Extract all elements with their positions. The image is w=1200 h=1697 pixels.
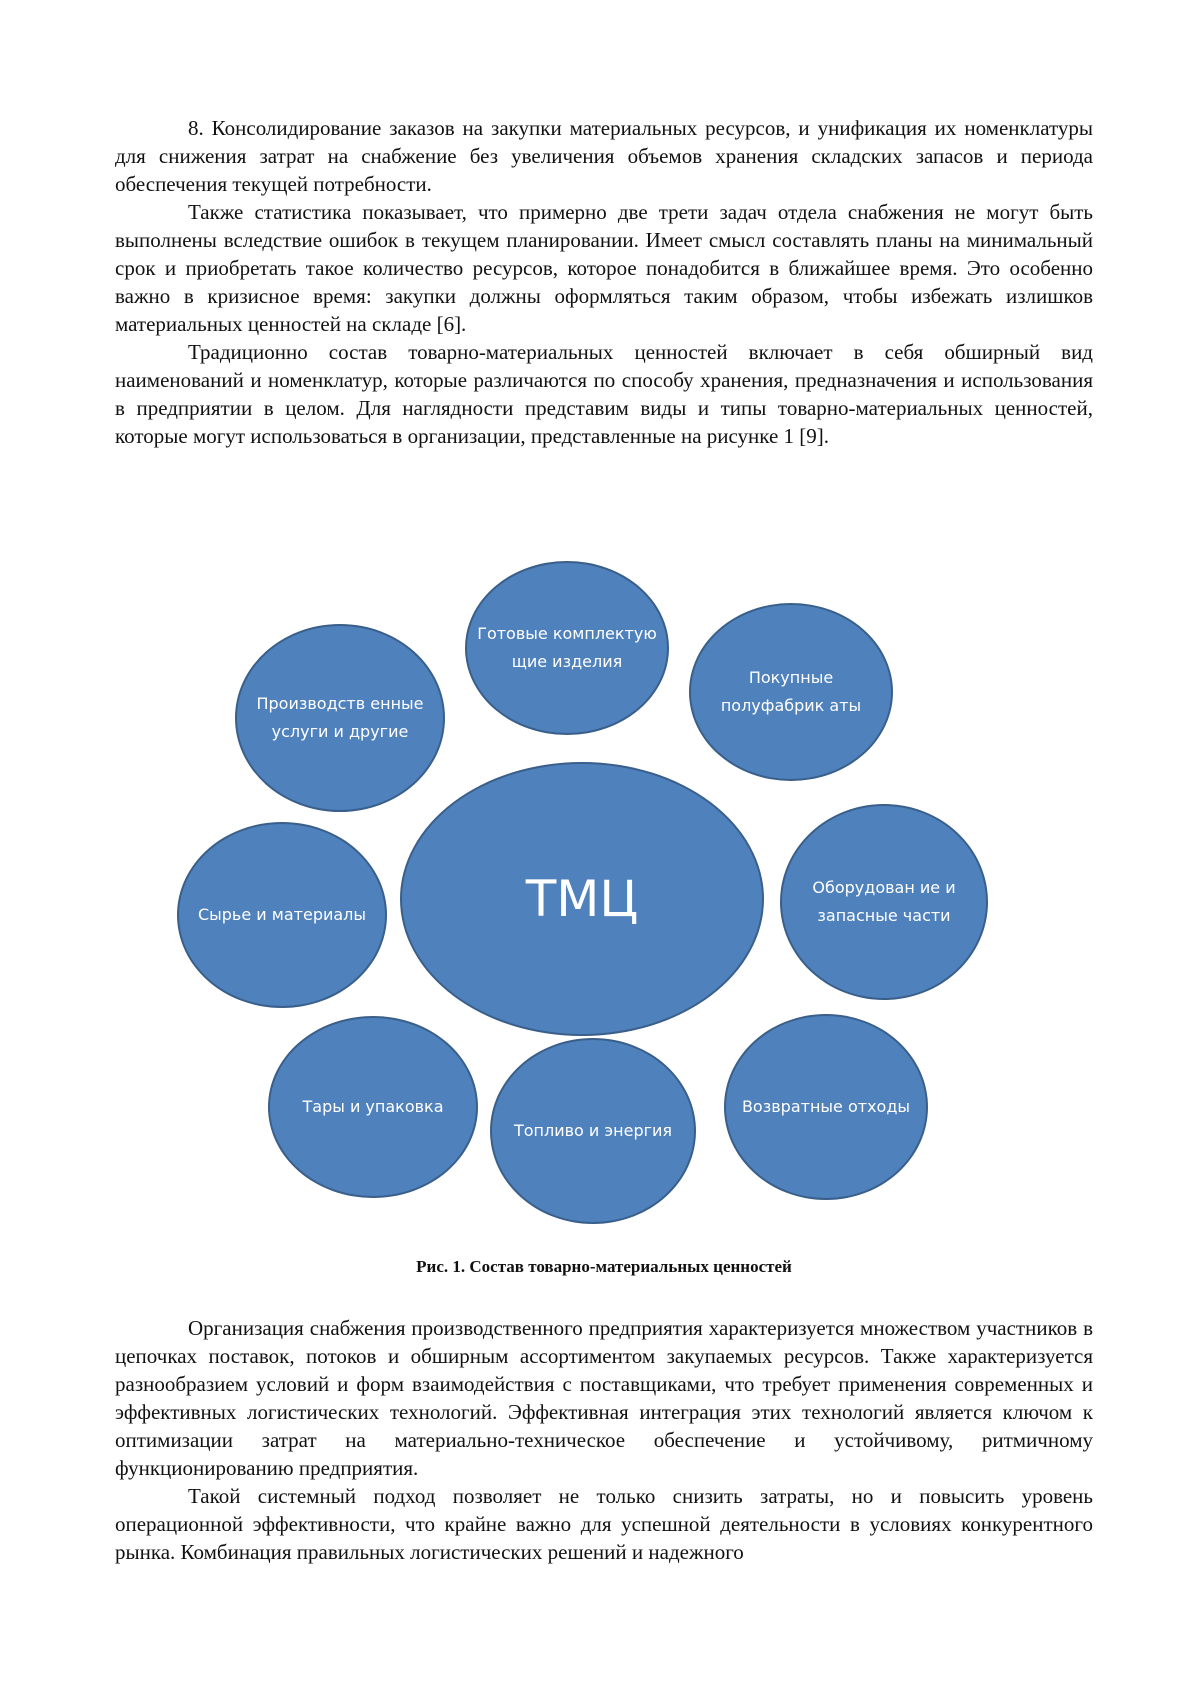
paragraph: Организация снабжения производственного предприятия характеризуется множеством участников в цепочках поставок, потоков и обширным ассортиментом закупаемых ресурсов. Также характеризуется разнообразием условий и форм взаимодействия с поставщиками, что требует применения современных и эффективных логистических технологий. Эффективная интеграция этих технологий является ключом к оптимизации затрат на материально-техническое обеспечение и устойчивому, ритмичному функционированию предприятия. bbox=[115, 1314, 1093, 1482]
diagram-node-label: Готовые комплектую щие изделия bbox=[467, 620, 667, 676]
diagram-node-equipment-spare-parts bbox=[780, 804, 988, 1000]
document-page bbox=[0, 0, 1200, 1697]
diagram-node-purchased-semi-finished bbox=[689, 603, 893, 781]
diagram-center-node bbox=[400, 762, 764, 1036]
diagram-node-label: Топливо и энергия bbox=[504, 1117, 682, 1145]
paragraph: Традиционно состав товарно-материальных ценностей включает в себя обширный вид наименований и номенклатур, которые различаются по способу хранения, предназначения и использования в предприятии в целом. Для наглядности представим виды и типы товарно-материальных ценностей, которые могут использоваться в организации, представленные на рисунке 1 [9]. bbox=[115, 338, 1093, 450]
diagram-node-label: Тары и упаковка bbox=[292, 1093, 453, 1121]
diagram-node-label: Производств енные услуги и другие bbox=[237, 690, 443, 746]
diagram-node-label: Возвратные отходы bbox=[732, 1093, 920, 1121]
diagram-node-production-services bbox=[235, 624, 445, 812]
diagram-node-label: Оборудован ие и запасные части bbox=[782, 874, 986, 930]
paragraph: Такой системный подход позволяет не только снизить затраты, но и повысить уровень операционной эффективности, что крайне важно для успешной деятельности в условиях конкурентного рынка. Комбинация правильных логистических решений и надежного bbox=[115, 1482, 1093, 1566]
diagram-center-label: ТМЦ bbox=[516, 871, 649, 927]
bottom-text-block bbox=[115, 1314, 1093, 1566]
diagram-node-fuel-energy bbox=[490, 1038, 696, 1224]
diagram-node-label: Сырье и материалы bbox=[188, 901, 376, 929]
diagram-node-packaging bbox=[268, 1016, 478, 1198]
figure-caption: Рис. 1. Состав товарно-материальных ценностей bbox=[115, 1257, 1093, 1277]
diagram-node-finished-components bbox=[465, 561, 669, 735]
paragraph: 8. Консолидирование заказов на закупки материальных ресурсов, и унификация их номенклатуры для снижения затрат на снабжение без увеличения объемов хранения складских запасов и периода обеспечения текущей потребности. bbox=[115, 114, 1093, 198]
diagram-node-raw-materials bbox=[177, 822, 387, 1008]
paragraph: Также статистика показывает, что примерно две трети задач отдела снабжения не могут быть выполнены вследствие ошибок в текущем планировании. Имеет смысл составлять планы на минимальный срок и приобретать такое количество ресурсов, которое понадобится в ближайшее время. Это особенно важно в кризисное время: закупки должны оформляться таким образом, чтобы избежать излишков материальных ценностей на складе [6]. bbox=[115, 198, 1093, 338]
diagram-node-returnable-waste bbox=[724, 1014, 928, 1200]
diagram-node-label: Покупные полуфабрик аты bbox=[691, 664, 891, 720]
